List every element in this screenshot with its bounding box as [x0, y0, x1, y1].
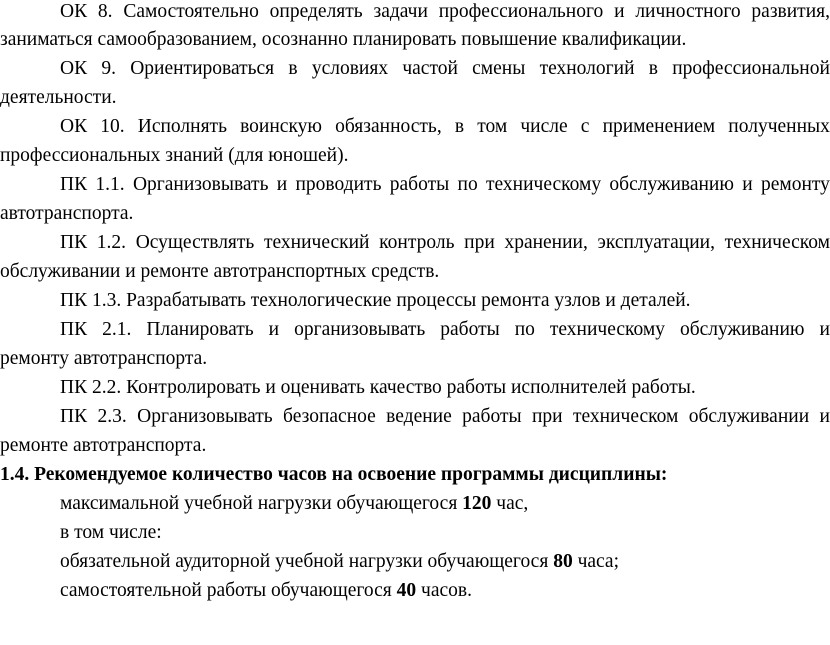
including-line: в том числе:: [60, 522, 162, 543]
word: частой: [402, 58, 458, 79]
word: 2.3.: [97, 406, 127, 427]
paragraph-pk12-line1: [60, 229, 830, 257]
paragraph-ok10-line1: [60, 113, 830, 141]
word: 10.: [100, 116, 125, 137]
word: задачи: [373, 1, 428, 22]
word: 9.: [101, 58, 116, 79]
word: применением: [602, 116, 716, 137]
word: личностного: [635, 1, 741, 22]
word: ОК: [60, 116, 88, 137]
self-study-unit: часов.: [416, 580, 472, 601]
word: Ориентироваться: [130, 58, 275, 79]
max-load-line: [60, 490, 528, 518]
paragraph-pk23-line2: ремонте автотранспорта.: [0, 435, 207, 456]
word: полученных: [728, 116, 830, 137]
word: числе: [520, 116, 568, 137]
word: эксплуатации,: [597, 232, 715, 253]
word: техническом: [724, 232, 830, 253]
paragraph-pk21-line1: [60, 316, 830, 344]
word: смены: [472, 58, 526, 79]
word: Планировать: [146, 319, 254, 340]
classroom-load-value: 80: [553, 551, 573, 572]
word: технологий: [539, 58, 635, 79]
word: ведение: [386, 406, 452, 427]
word: ПК: [60, 406, 88, 427]
word: Осуществлять: [135, 232, 255, 253]
word: с: [580, 116, 590, 137]
max-load-unit: час,: [491, 493, 529, 514]
self-study-value: 40: [396, 580, 417, 601]
word: 1.2.: [96, 232, 127, 253]
paragraph-pk22: ПК 2.2. Контролировать и оценивать качество работы исполнителей работы.: [60, 377, 696, 398]
word: по: [457, 174, 478, 195]
word: технический: [264, 232, 370, 253]
word: воинскую: [240, 116, 322, 137]
word: 8.: [97, 1, 113, 22]
word: том: [477, 116, 508, 137]
word: 2.1.: [102, 319, 132, 340]
word: ОК: [60, 58, 88, 79]
word: техническом: [573, 406, 679, 427]
word: ПК: [60, 319, 88, 340]
word: профессиональной: [672, 58, 830, 79]
word: работы: [440, 319, 500, 340]
paragraph-pk13: ПК 1.3. Разрабатывать технологические процессы ремонта узлов и деталей.: [60, 290, 691, 311]
max-load-value: 120: [462, 493, 492, 514]
classroom-load-label: обязательной аудиторной учебной нагрузки обучающегося: [60, 551, 554, 572]
word: определять: [269, 1, 363, 22]
word: техническому: [549, 319, 665, 340]
word: 1.1.: [95, 174, 125, 195]
word: контроль: [379, 232, 455, 253]
word: при: [532, 406, 563, 427]
word: обслуживанию: [609, 174, 734, 195]
section-heading: 1.4. Рекомендуемое количество часов на освоение программы дисциплины:: [0, 464, 668, 485]
word: обслуживании: [688, 406, 810, 427]
word: работы: [389, 174, 450, 195]
word: хранении,: [504, 232, 588, 253]
word: Исполнять: [137, 116, 227, 137]
paragraph-pk23-line1: [60, 403, 830, 431]
word: и: [819, 406, 830, 427]
paragraph-ok9-line1: [60, 55, 830, 83]
word: организовывать: [294, 319, 426, 340]
word: техническому: [486, 174, 602, 195]
paragraph-pk11-line2: автотранспорта.: [0, 203, 134, 224]
paragraph-ok10-line2: профессиональных знаний (для юношей).: [0, 145, 349, 166]
word: и: [614, 1, 625, 22]
word: ПК: [60, 174, 88, 195]
word: условиях: [311, 58, 389, 79]
word: ПК: [60, 232, 88, 253]
paragraph-ok9-line2: деятельности.: [0, 87, 117, 108]
word: в: [454, 116, 465, 137]
max-load-label: максимальной учебной нагрузки обучающегося: [60, 493, 463, 514]
word: ремонту: [760, 174, 830, 195]
word: и: [276, 174, 288, 195]
word: Самостоятельно: [123, 1, 259, 22]
word: и: [742, 174, 753, 195]
word: и: [819, 319, 830, 340]
word: Организовывать: [132, 174, 269, 195]
word: и: [268, 319, 280, 340]
word: работы: [462, 406, 522, 427]
word: развития,: [751, 1, 830, 22]
word: Организовывать: [137, 406, 273, 427]
word: в: [288, 58, 298, 79]
word: проводить: [295, 174, 382, 195]
word: безопасное: [283, 406, 376, 427]
word: по: [514, 319, 535, 340]
classroom-load-unit: часа;: [572, 551, 619, 572]
paragraph-ok8-line2: заниматься самообразованием, осознанно планировать повышение квалификации.: [0, 29, 687, 50]
classroom-load-line: [60, 548, 619, 576]
paragraph-pk21-line2: ремонту автотранспорта.: [0, 348, 208, 369]
word: обязанность,: [335, 116, 442, 137]
word: ОК: [60, 1, 88, 22]
self-study-line: [60, 577, 472, 605]
word: в: [648, 58, 658, 79]
word: при: [464, 232, 495, 253]
self-study-label: самостоятельной работы обучающегося: [60, 580, 397, 601]
paragraph-pk11-line1: [60, 171, 830, 199]
word: обслуживанию: [679, 319, 805, 340]
word: профессионального: [438, 1, 604, 22]
paragraph-ok8-line1: [60, 0, 830, 26]
paragraph-pk12-line2: обслуживании и ремонте автотранспортных средств.: [0, 261, 440, 282]
